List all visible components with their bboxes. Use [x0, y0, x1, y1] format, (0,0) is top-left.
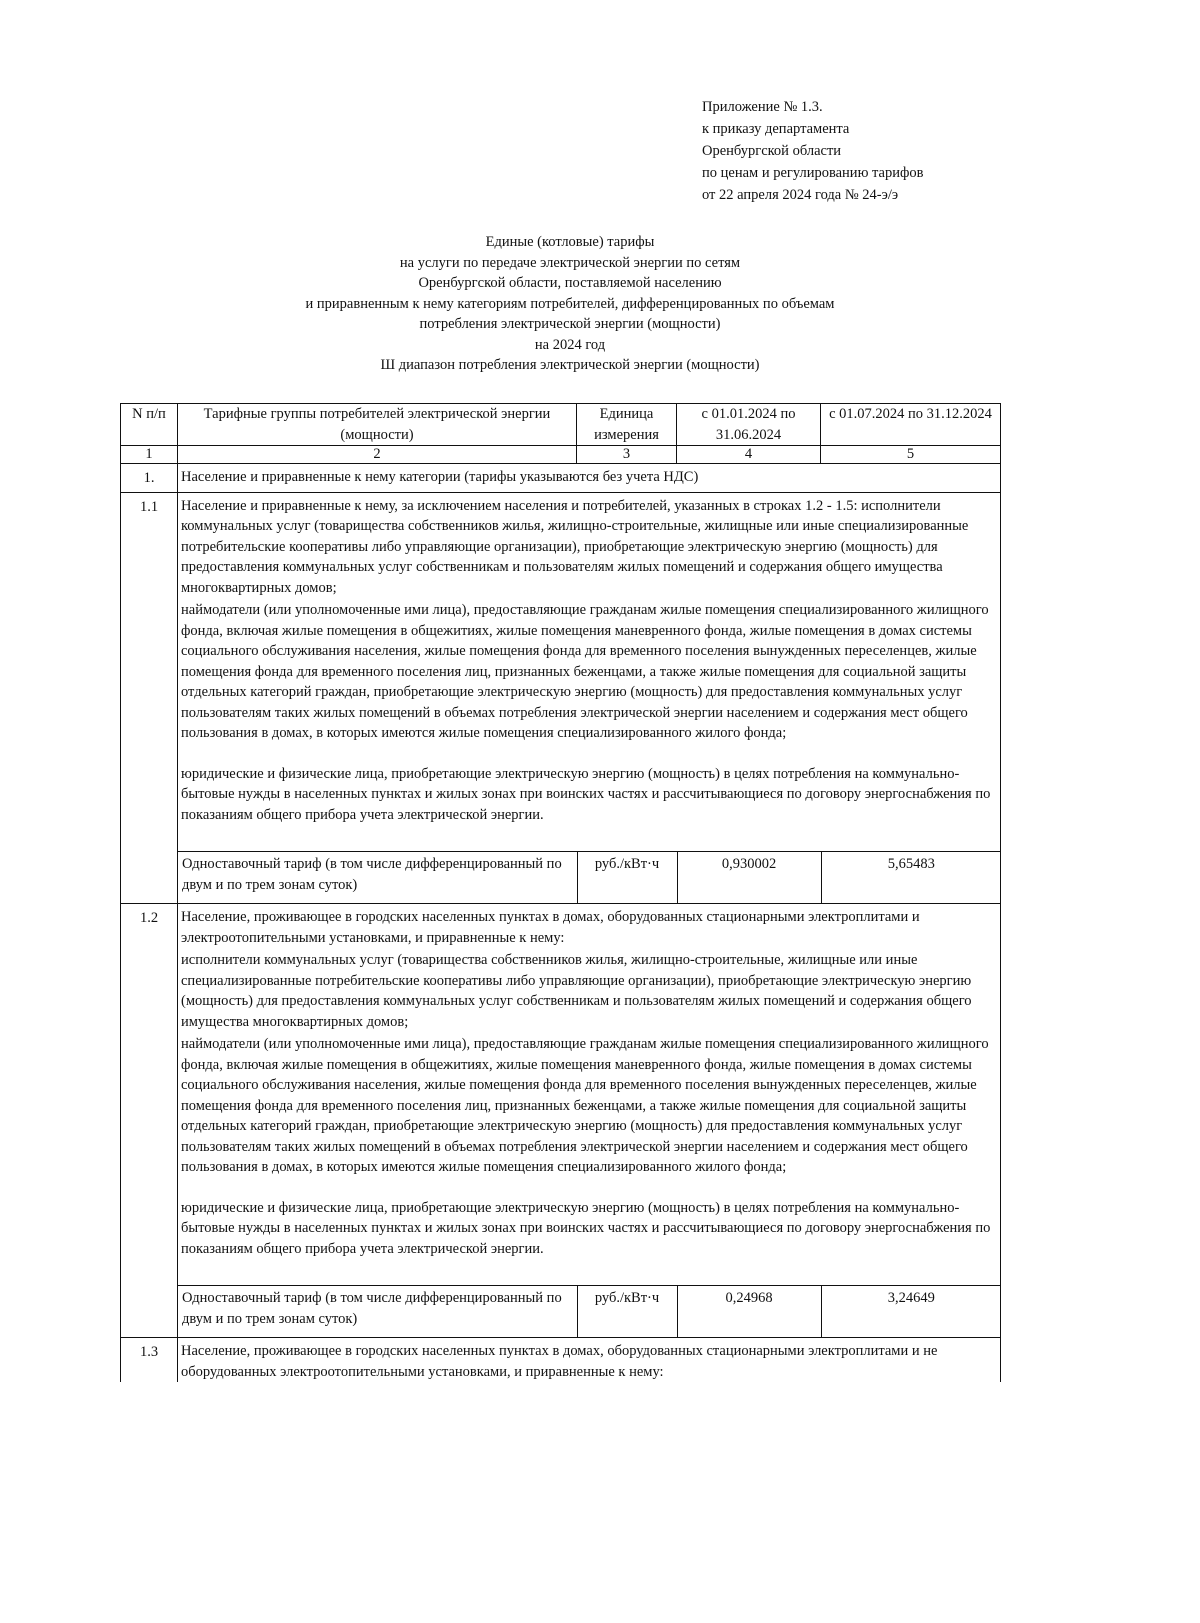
- header-cell-number: N п/п: [121, 404, 178, 446]
- header-cell-unit: Единица измерения: [577, 404, 677, 446]
- paragraph: юридические и физические лица, приобретающие электрическую энергию (мощность) в целях потребления на коммунально-бытовые нужды в населенных пунктах и жилых зонах при воинских частях и рассчитывающиеся по договору энергоснабжения по показаниям общего прибора учета электрической энергии.: [181, 765, 991, 823]
- title-line: и приравненным к нему категориям потребителей, дифференцированных по объемам: [305, 295, 835, 312]
- table-row: [121, 904, 1001, 1338]
- column-number: 3: [577, 446, 677, 464]
- row-text: Население, проживающее в городских населенных пунктах в домах, оборудованных стационарными электроплитами и не оборудованных электроотопительными установками, и приравненные к нему:: [178, 1338, 1001, 1383]
- header-cell-h1: с 01.01.2024 по 31.06.2024: [677, 404, 821, 446]
- tariff-value-h2: 3,24649: [887, 1290, 935, 1306]
- column-number: 5: [821, 446, 1001, 464]
- paragraph: наймодатели (или уполномоченные ими лица), предоставляющие гражданам жилые помещения специализированного жилищного фонда, включая жилые помещения в общежитиях, жилые помещения маневренного фонда, жилые помещения в домах системы социального обслуживания населения, жилые помещения фонда для временного поселения вынужденных переселенцев, жилые помещения фонда для временного поселения лиц, признанных беженцами, а также жилые помещения для социальной защиты отдельных категорий граждан, приобретающие электрическую энергию (мощность) для предоставления коммунальных услуг пользователям таких жилых помещений в объемах потребления электрической энергии населением и содержания мест общего пользования в домах, в которых имеются жилые помещения специализированного жилого фонда;: [181, 602, 989, 741]
- title-line: Оренбургской области, поставляемой населению: [418, 275, 722, 291]
- header-cell-group: Тарифные группы потребителей электрической энергии (мощности): [178, 404, 577, 446]
- tariff-unit: руб./кВт·ч: [577, 852, 677, 904]
- appendix-line: к приказу департамента: [702, 121, 850, 137]
- tariff-table: [120, 403, 1001, 1382]
- table-row: [121, 1338, 1001, 1383]
- header-cell-h2: с 01.07.2024 по 31.12.2024: [821, 404, 1001, 446]
- title-line: Ш диапазон потребления электрической энергии (мощности): [380, 357, 760, 373]
- row-text: Население и приравненные к нему категории (тарифы указываются без учета НДС): [178, 464, 1001, 493]
- paragraph: наймодатели (или уполномоченные ими лица), предоставляющие гражданам жилые помещения специализированного жилищного фонда, включая жилые помещения в общежитиях, жилые помещения маневренного фонда, жилые помещения в домах системы социального обслуживания населения, жилые помещения фонда для временного поселения вынужденных переселенцев, жилые помещения фонда для временного поселения лиц, признанных беженцами, а также жилые помещения для социальной защиты отдельных категорий граждан, приобретающие электрическую энергию (мощность) для предоставления коммунальных услуг пользователям таких жилых помещений в объемах потребления электрической энергии населением и содержания мест общего пользования в домах, в которых имеются жилые помещения специализированного жилого фонда;: [181, 1036, 989, 1175]
- tariff-value-h1: 0,930002: [677, 852, 821, 904]
- appendix-block: [702, 96, 923, 206]
- tariff-subrow: [178, 1285, 1001, 1337]
- appendix-line: Приложение № 1.3.: [702, 99, 823, 115]
- paragraph: Население, проживающее в городских населенных пунктах в домах, оборудованных стационарными электроплитами и электроотопительными установками, и приравненные к нему:: [181, 909, 920, 946]
- title-line: на 2024 год: [534, 336, 606, 353]
- appendix-line: Оренбургской области: [702, 143, 842, 159]
- tariff-unit: руб./кВт·ч: [577, 1286, 677, 1338]
- paragraph: исполнители коммунальных услуг (товарищества собственников жилья, жилищно-строительные, жилищные или иные специализированные потребительские кооперативы либо управляющие организации), приобретающие электрическую энергию (мощность) для предоставления коммунальных услуг собственникам и пользователям жилых помещений и содержания общего имущества многоквартирных домов;: [181, 952, 972, 1030]
- row-number: 1.1: [121, 492, 178, 904]
- tariff-label: Одноставочный тариф (в том числе дифференцированный по двум и по трем зонам суток): [178, 1286, 577, 1338]
- row-number: 1.3: [121, 1338, 178, 1383]
- column-number: 4: [677, 446, 821, 464]
- row-content: [178, 492, 1001, 904]
- tariff-value-h1: 0,24968: [677, 1286, 821, 1338]
- column-number: 1: [121, 446, 178, 464]
- table-row: [121, 464, 1001, 493]
- document-title: [160, 232, 980, 376]
- row-content: [178, 904, 1001, 1338]
- table-header-row: [121, 404, 1001, 446]
- appendix-line: по ценам и регулированию тарифов: [702, 165, 924, 181]
- column-number: 2: [178, 446, 577, 464]
- tariff-subrow: [178, 851, 1001, 903]
- table-row: [121, 492, 1001, 904]
- paragraph: Население и приравненные к нему, за исключением населения и потребителей, указанных в строках 1.2 - 1.5: исполнители коммунальных услуг (товарищества собственников жилья, жилищно-строительные, жилищные или иные специализированные потребительские кооперативы либо управляющие организации), приобретающие электрическую энергию (мощность) для предоставления коммунальных услуг собственникам и пользователям жилых помещений и содержания общего имущества многоквартирных домов;: [181, 497, 969, 596]
- title-line: потребления электрической энергии (мощности): [419, 316, 721, 332]
- tariff-label: Одноставочный тариф (в том числе дифференцированный по двум и по трем зонам суток): [178, 852, 577, 904]
- title-line: Единые (котловые) тарифы: [485, 234, 655, 250]
- column-number-row: [121, 446, 1001, 464]
- paragraph: юридические и физические лица, приобретающие электрическую энергию (мощность) в целях потребления на коммунально-бытовые нужды в населенных пунктах и жилых зонах при воинских частях и рассчитывающиеся по договору энергоснабжения по показаниям общего прибора учета электрической энергии.: [181, 1199, 991, 1257]
- title-line: на услуги по передаче электрической энергии по сетям: [399, 254, 741, 271]
- appendix-line: от 22 апреля 2024 года № 24-э/э: [702, 187, 899, 203]
- row-number: 1.: [121, 464, 178, 493]
- row-number: 1.2: [121, 904, 178, 1338]
- tariff-value-h2: 5,65483: [887, 856, 935, 872]
